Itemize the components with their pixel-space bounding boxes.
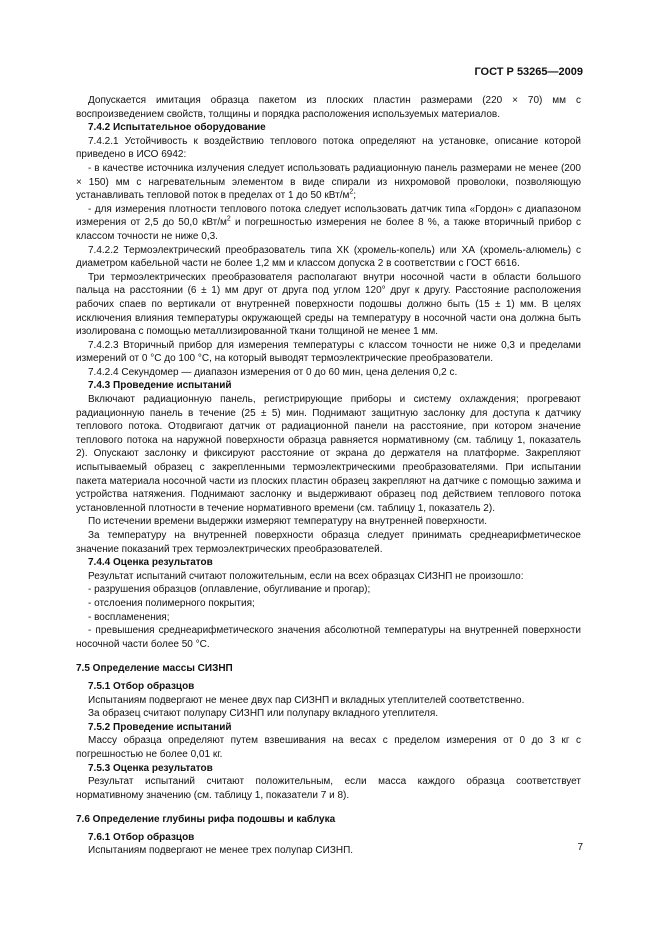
superscript: 2 bbox=[226, 216, 231, 224]
subsection-heading: 7.5.2 Проведение испытаний bbox=[88, 721, 232, 733]
paragraph: 7.4.2.3 Вторичный прибор для измерения температуры с классом точности не ниже 0,3 и пределами измерений от 0 °С до 100 °С, на который выводят термоэлектрические преобразователи. bbox=[76, 339, 581, 365]
paragraph: Три термоэлектрических преобразователя располагают внутри носочной части в области большого пальца на расстоянии (6 ± 1) мм друг от друга под углом 120° друг к другу. Расстояние расположения рабочих спаев по вертикали от внутренней поверхности подошвы должно быть (15 ± 1) мм. В целях исключения влияния температуры окружающей среды на температуру в носочной части она должна быть изолирована с помощью металлизированной ткани толщиной не менее 1 мм. bbox=[76, 271, 581, 338]
subsection-heading: 7.6.1 Отбор образцов bbox=[88, 831, 195, 843]
paragraph: Результат испытаний считают положительным, если масса каждого образца соответствует нормативному значению (см. таблицу 1, показатели 7 и 8). bbox=[76, 776, 581, 801]
list-item: - превышения среднеарифметического значения абсолютной температуры на внутренней поверхности носочной части более 50 °С. bbox=[76, 625, 581, 650]
subsection-heading: 7.4.3 Проведение испытаний bbox=[88, 380, 232, 392]
paragraph bbox=[76, 162, 581, 203]
paragraph: За образец считают полупару СИЗНП или полупару вкладного утеплителя. bbox=[88, 708, 439, 720]
list-item: - разрушения образцов (оплавление, обугливание и прогар); bbox=[88, 584, 371, 596]
paragraph: По истечении времени выдержки измеряют температуру на внутренней поверхности. bbox=[88, 516, 487, 528]
subsection-heading: 7.5.1 Отбор образцов bbox=[88, 680, 195, 692]
paragraph bbox=[76, 203, 581, 244]
paragraph: Испытаниям подвергают не менее трех полупар СИЗНП. bbox=[88, 845, 354, 857]
section-heading: 7.6 Определение глубины рифа подошвы и каблука bbox=[76, 814, 336, 826]
paragraph: Испытаниям подвергают не менее двух пар СИЗНП и вкладных утеплителей соответственно. bbox=[88, 694, 525, 706]
list-item: - отслоения полимерного покрытия; bbox=[88, 597, 255, 609]
superscript: 2 bbox=[349, 188, 354, 196]
document-body bbox=[76, 94, 581, 858]
section-heading: 7.5 Определение массы СИЗНП bbox=[76, 663, 233, 675]
paragraph: Массу образца определяют путем взвешивания на весах с пределом измерения от 0 до 3 кг с погрешностью не более 0,01 кг. bbox=[76, 735, 581, 760]
standard-header: ГОСТ Р 53265—2009 bbox=[474, 66, 583, 78]
paragraph: 7.4.2.1 Устойчивость к воздействию теплового потока определяют на установке, описание которой приведено в ИСО 6942: bbox=[76, 135, 581, 161]
page-number: 7 bbox=[577, 842, 583, 853]
paragraph-text: - в качестве источника излучения следует использовать радиационную панель размерами не менее (200 × 150) мм с нагревательным элементом в виде спирали из нихромовой проволоки, позволяющую устанавливать тепловой поток в пределах от 1 до 50 кВт/м bbox=[76, 162, 581, 202]
subsection-heading: 7.5.3 Оценка результатов bbox=[88, 762, 213, 774]
paragraph: За температуру на внутренней поверхности образца следует принимать среднеарифметическое значение показаний трех термоэлектрических преобразователей. bbox=[76, 530, 581, 555]
paragraph: Результат испытаний считают положительным, если на всех образцах СИЗНП не произошло: bbox=[88, 570, 524, 582]
paragraph: 7.4.2.4 Секундомер — диапазон измерения от 0 до 60 мин, цена деления 0,2 с. bbox=[88, 366, 458, 378]
paragraph: Включают радиационную панель, регистрирующие приборы и систему охлаждения; прогревают радиационную панель в течение (25 ± 5) мин. Поднимают защитную заслонку для доступа к датчику теплового потока. Отодвигают датчик от радиационной панели на расстояние, при котором значение теплового потока на наружной поверхности образца равняется нормативному (см. таблицу 1, показатель 2). Опускают заслонку и фиксируют расстояние от экрана до держателя на платформе. Закрепляют испытываемый образец с закрепленными термоэлектрическими преобразователями. При испытании пакета материала носочной части из плоских пластин образец закрепляют на датчике с помощью зажима и устройства натяжения. Поднимают заслонку и выдерживают образец под действием теплового потока установленной плотности в течение нормативного времени (см. таблицу 1, показатель 2). bbox=[76, 394, 581, 514]
subsection-heading: 7.4.4 Оценка результатов bbox=[88, 557, 213, 569]
paragraph: Допускается имитация образца пакетом из плоских пластин размерами (220 × 70) мм с воспроизведением свойств, толщины и порядка расположения используемых материалов. bbox=[76, 95, 581, 120]
paragraph-text: и погрешностью измерения не более 8 %, а также вторичный прибор с классом точности не ниже 0,3. bbox=[76, 217, 581, 242]
paragraph: 7.4.2.2 Термоэлектрический преобразователь типа ХК (хромель-копель) или ХА (хромель-алюмель) с диаметром кабельной части не более 1,2 мм и классом допуска 2 в соответствии с ГОСТ 6616. bbox=[76, 244, 581, 270]
subsection-heading: 7.4.2 Испытательное оборудование bbox=[88, 122, 266, 134]
paragraph-text: ; bbox=[353, 190, 357, 202]
paragraph-text: - для измерения плотности теплового потока следует использовать датчик типа «Гордон» с диапазоном измерения от 2,5 до 50,0 кВт/м bbox=[76, 203, 581, 229]
list-item: - воспламенения; bbox=[88, 611, 170, 623]
